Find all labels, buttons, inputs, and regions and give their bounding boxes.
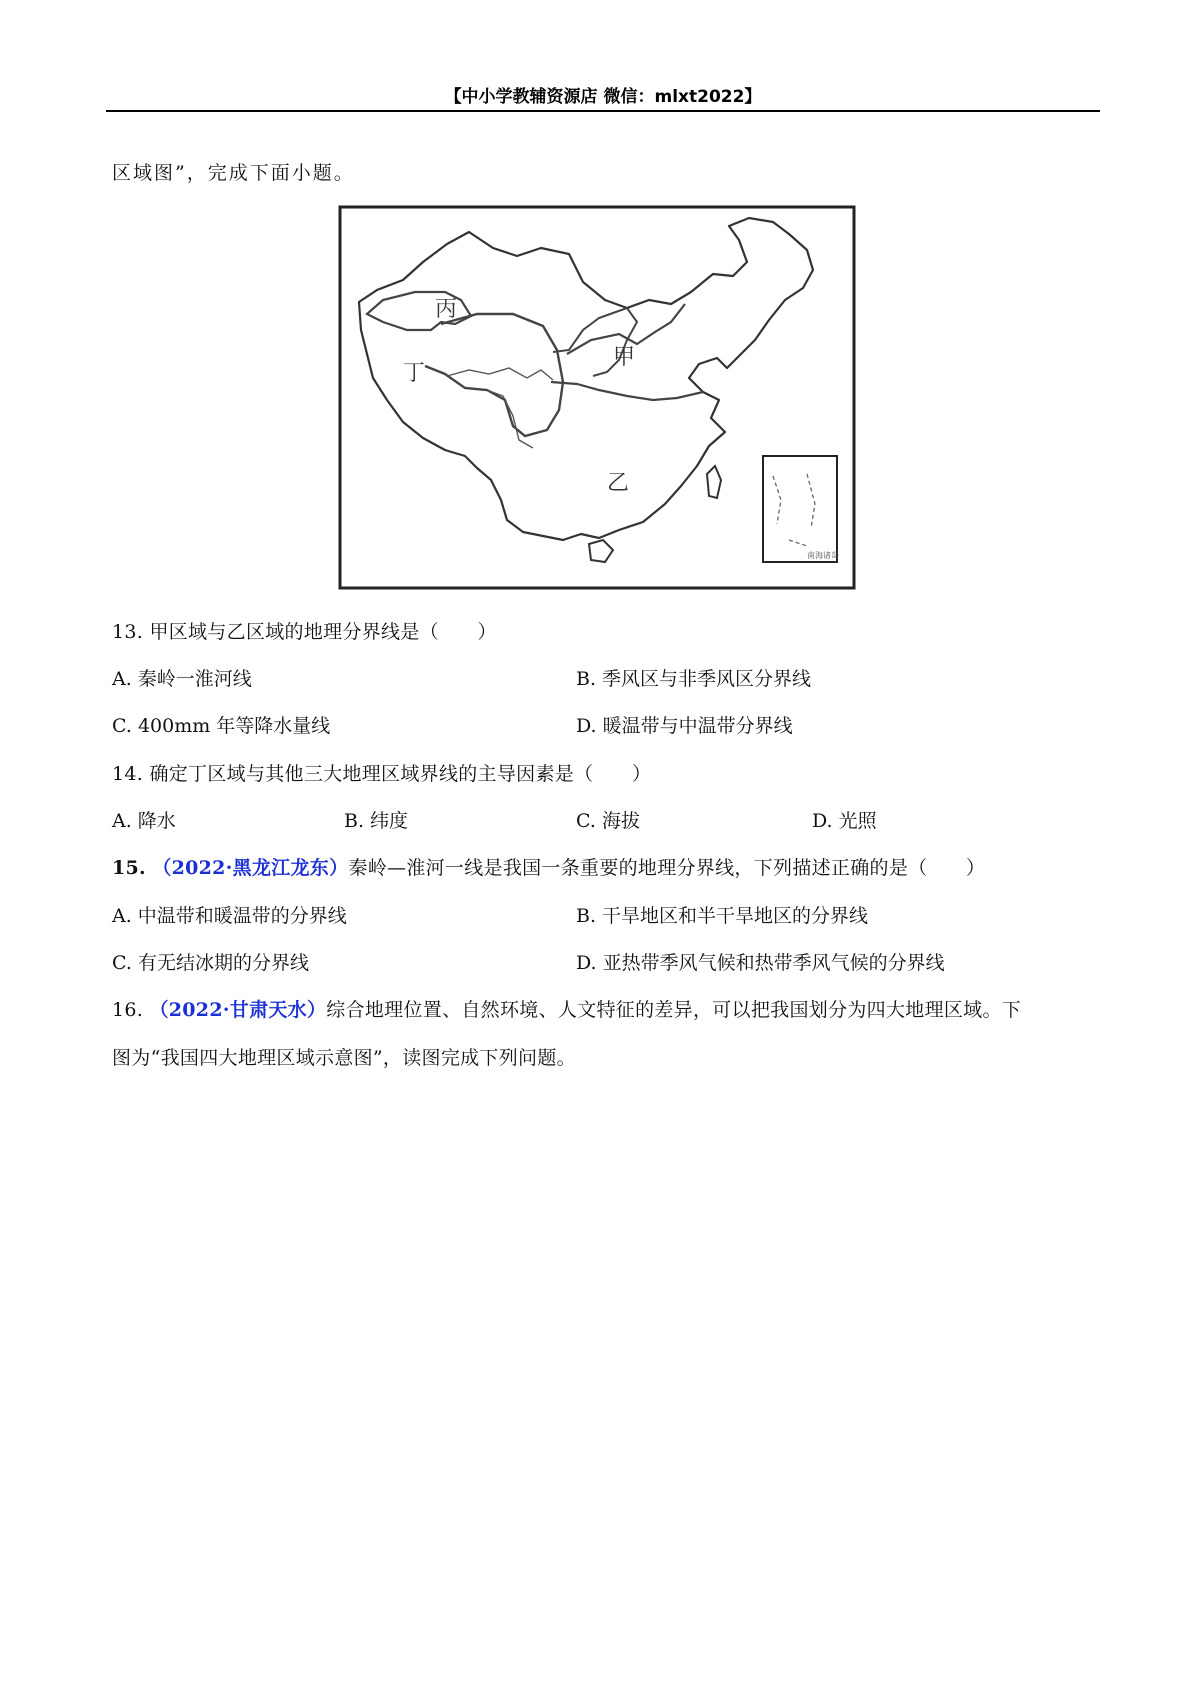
q13-option-b[interactable]: B. 季风区与非季风区分界线	[576, 668, 812, 690]
q16-number: 16.	[112, 999, 144, 1021]
q16-stem-line1	[112, 995, 1021, 1022]
label-ding: 丁	[403, 361, 426, 386]
label-yi: 乙	[607, 471, 630, 496]
label-bing: 丙	[435, 297, 458, 322]
intro-text: 区域图”，完成下面小题。	[112, 162, 355, 184]
q15-option-a[interactable]: A. 中温带和暖温带的分界线	[112, 905, 347, 927]
q14-option-a[interactable]: A. 降水	[112, 810, 176, 832]
header-rule	[106, 110, 1100, 112]
q15-number: 15.	[112, 857, 146, 879]
south-china-sea-inset	[763, 456, 837, 562]
q16-stem-part1: 综合地理位置、自然环境、人文特征的差异，可以把我国划分为四大地理区域。下	[326, 999, 1022, 1021]
q13-option-a[interactable]: A. 秦岭一淮河线	[112, 668, 252, 690]
inset-caption: 南海诸岛	[807, 551, 839, 560]
q15-stem-line	[112, 853, 985, 880]
china-regions-map	[337, 204, 857, 591]
q16-stem-line2: 图为“我国四大地理区域示意图”，读图完成下列问题。	[112, 1047, 576, 1069]
q14-option-d[interactable]: D. 光照	[812, 810, 877, 832]
q14-option-b[interactable]: B. 纬度	[344, 810, 409, 832]
q15-option-b[interactable]: B. 干旱地区和半干旱地区的分界线	[576, 905, 869, 927]
label-jia: 甲	[613, 345, 636, 370]
q14-stem: 14. 确定丁区域与其他三大地理区域界线的主导因素是（ ）	[112, 763, 652, 785]
q14-option-c[interactable]: C. 海拔	[576, 810, 640, 832]
q13-option-d[interactable]: D. 暖温带与中温带分界线	[576, 715, 793, 737]
q15-option-d[interactable]: D. 亚热带季风气候和热带季风气候的分界线	[576, 952, 945, 974]
q13-option-c[interactable]: C. 400mm 年等降水量线	[112, 715, 331, 737]
q15-stem: 秦岭—淮河一线是我国一条重要的地理分界线，下列描述正确的是（ ）	[348, 857, 986, 879]
q15-source: （2022·黑龙江龙东）	[152, 857, 349, 879]
page-header: 【中小学教辅资源店 微信：mlxt2022】	[444, 87, 762, 107]
q13-stem: 13. 甲区域与乙区域的地理分界线是（ ）	[112, 621, 497, 643]
q15-option-c[interactable]: C. 有无结冰期的分界线	[112, 952, 309, 974]
q16-source: （2022·甘肃天水）	[149, 999, 327, 1021]
